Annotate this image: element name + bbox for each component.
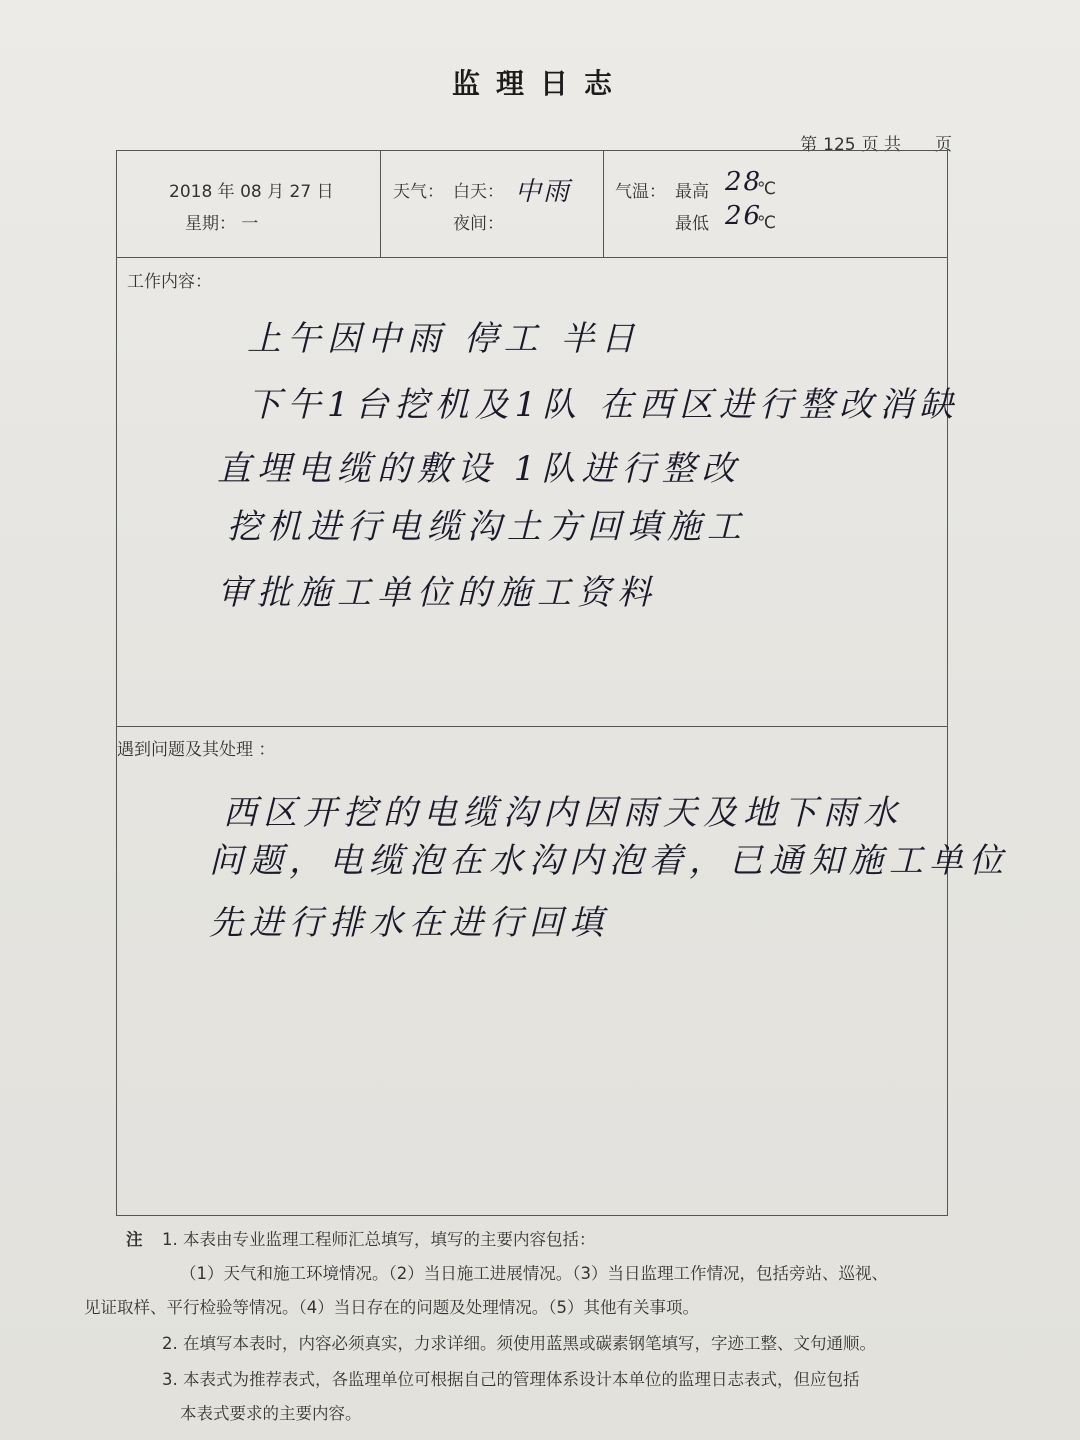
issue-line: 问题，电缆泡在水沟内泡着，已通知施工单位: [209, 841, 1009, 881]
note-item: 1. 本表由专业监理工程师汇总填写，填写的主要内容包括：: [162, 1230, 596, 1249]
page-suffix: 页 共: [861, 135, 901, 155]
divider: [380, 151, 381, 257]
page-end: 页: [935, 135, 952, 155]
note-item: 本表式要求的主要内容。: [180, 1404, 362, 1423]
day-value: 27: [289, 182, 312, 202]
notes-marker: 注: [126, 1230, 143, 1249]
temperature-label: 气温：: [615, 182, 666, 202]
high-temp-label: 最高: [675, 182, 709, 202]
night-weather-label: 夜间：: [453, 214, 504, 234]
low-temp-label: 最低: [675, 214, 709, 234]
page-title: 监理日志: [451, 67, 628, 100]
year-value: 2018: [169, 182, 213, 202]
issue-line: 先进行排水在进行回填: [209, 903, 609, 943]
issues-label: 遇到问题及其处理 ：: [117, 740, 276, 760]
work-line: 审批施工单位的施工资料: [217, 573, 657, 613]
divider: [117, 257, 947, 258]
day-weather-value: 中雨: [515, 177, 572, 207]
note-item: （1）天气和施工环境情况。（2）当日施工进展情况。（3）当日监理工作情况，包括旁站、巡视、: [180, 1264, 888, 1283]
issue-line: 西区开挖的电缆沟内因雨天及地下雨水: [223, 793, 903, 833]
note-item: 3. 本表式为推荐表式，各监理单位可根据自己的管理体系设计本单位的监理日志表式，但应包括: [162, 1370, 860, 1389]
high-temp-value: 28: [725, 167, 763, 197]
note-item: 见证取样、平行检验等情况。（4）当日存在的问题及处理情况。（5）其他有关事项。: [84, 1298, 699, 1317]
day-weather-label: 白天：: [453, 182, 504, 202]
weekday-field: [185, 209, 258, 234]
month-value: 08: [240, 182, 262, 202]
day-unit: 日: [316, 182, 334, 202]
page-number-value: 125: [823, 135, 856, 155]
work-line: 直埋电缆的敷设 1队进行整改: [217, 449, 742, 489]
low-temp-value: 26: [725, 201, 763, 231]
work-line: 上午因中雨 停工 半日: [247, 319, 641, 359]
low-temp-unit: ℃: [757, 213, 777, 233]
weather-label: 天气：: [393, 182, 444, 202]
divider: [117, 726, 947, 727]
log-table: [116, 150, 1009, 1216]
divider: [603, 151, 604, 257]
work-content-label: 工作内容：: [127, 272, 212, 292]
weekday-label: 星期：: [185, 214, 236, 234]
date-field: [169, 177, 334, 202]
work-line: 挖机进行电缆沟土方回填施工: [227, 507, 747, 547]
year-unit: 年: [217, 182, 235, 202]
weekday-value: 一: [241, 214, 259, 234]
high-temp-unit: ℃: [757, 179, 777, 199]
note-item: 2. 在填写本表时，内容必须真实，力求详细。须使用蓝黑或碳素钢笔填写，字迹工整、文句通顺。: [162, 1334, 876, 1353]
month-unit: 月: [267, 182, 285, 202]
work-line: 下午1台挖机及1队 在西区进行整改消缺: [247, 385, 960, 425]
page-prefix: 第: [800, 135, 818, 155]
